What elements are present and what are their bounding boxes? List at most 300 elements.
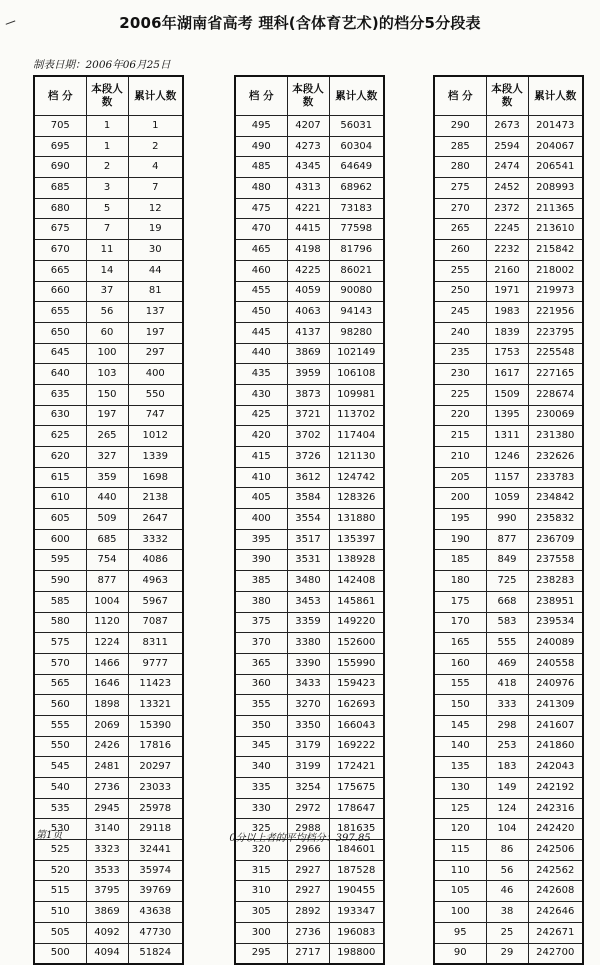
- table-row: [34, 405, 183, 426]
- table-row: [434, 798, 583, 819]
- count-cell: 3350: [287, 715, 329, 736]
- table-row: [235, 405, 384, 426]
- cumulative-cell: 242562: [528, 860, 583, 881]
- count-cell: 990: [486, 509, 528, 530]
- table-row: [434, 384, 583, 405]
- cumulative-cell: 32441: [128, 840, 183, 861]
- cumulative-cell: 5967: [128, 591, 183, 612]
- cumulative-cell: 198800: [329, 943, 384, 964]
- score-cell: 355: [235, 695, 287, 716]
- table-row: [34, 778, 183, 799]
- score-cell: 245: [434, 302, 486, 323]
- cumulative-cell: 30: [128, 240, 183, 261]
- count-cell: 440: [86, 488, 128, 509]
- count-cell: 469: [486, 653, 528, 674]
- score-cell: 495: [235, 116, 287, 137]
- cumulative-cell: 184601: [329, 840, 384, 861]
- table-row: [34, 467, 183, 488]
- count-cell: 56: [486, 860, 528, 881]
- table-row: [34, 384, 183, 405]
- table-row: [34, 447, 183, 468]
- table-row: [34, 633, 183, 654]
- count-cell: 3433: [287, 674, 329, 695]
- cumulative-cell: 8311: [128, 633, 183, 654]
- table-row: [235, 426, 384, 447]
- table-row: [235, 157, 384, 178]
- score-cell: 635: [34, 384, 86, 405]
- table-row: [34, 881, 183, 902]
- table-row: [235, 674, 384, 695]
- cumulative-cell: 242608: [528, 881, 583, 902]
- score-cell: 115: [434, 840, 486, 861]
- table-row: [235, 695, 384, 716]
- table-row: [235, 488, 384, 509]
- score-cell: 550: [34, 736, 86, 757]
- cumulative-cell: 233783: [528, 467, 583, 488]
- score-cell: 135: [434, 757, 486, 778]
- score-cell: 405: [235, 488, 287, 509]
- score-cell: 420: [235, 426, 287, 447]
- cumulative-cell: 12: [128, 198, 183, 219]
- count-cell: 4221: [287, 198, 329, 219]
- cumulative-cell: 94143: [329, 302, 384, 323]
- count-cell: 1971: [486, 281, 528, 302]
- score-cell: 545: [34, 757, 86, 778]
- score-cell: 215: [434, 426, 486, 447]
- table-row: [434, 157, 583, 178]
- score-cell: 160: [434, 653, 486, 674]
- cumulative-cell: 242192: [528, 778, 583, 799]
- score-cell: 220: [434, 405, 486, 426]
- count-cell: 38: [486, 902, 528, 923]
- count-cell: 2474: [486, 157, 528, 178]
- cumulative-cell: 242043: [528, 757, 583, 778]
- cumulative-cell: 1012: [128, 426, 183, 447]
- count-cell: 3140: [86, 819, 128, 840]
- count-cell: 333: [486, 695, 528, 716]
- count-cell: 2245: [486, 219, 528, 240]
- score-cell: 525: [34, 840, 86, 861]
- table-row: [434, 467, 583, 488]
- table-row: [434, 633, 583, 654]
- table-row: [34, 426, 183, 447]
- score-cell: 310: [235, 881, 287, 902]
- table-row: [434, 426, 583, 447]
- table-row: [34, 529, 183, 550]
- cumulative-cell: 81796: [329, 240, 384, 261]
- score-cell: 600: [34, 529, 86, 550]
- table-row: [434, 529, 583, 550]
- table-row: [34, 715, 183, 736]
- count-cell: 2: [86, 157, 128, 178]
- score-cell: 580: [34, 612, 86, 633]
- table-row: [434, 302, 583, 323]
- cumulative-cell: 142408: [329, 571, 384, 592]
- table-row: [434, 571, 583, 592]
- count-cell: 2717: [287, 943, 329, 964]
- table-row: [434, 136, 583, 157]
- score-cell: 605: [34, 509, 86, 530]
- score-cell: 510: [34, 902, 86, 923]
- score-cell: 280: [434, 157, 486, 178]
- score-cell: 240: [434, 322, 486, 343]
- table-row: [235, 902, 384, 923]
- cumulative-cell: 2647: [128, 509, 183, 530]
- count-cell: 2594: [486, 136, 528, 157]
- score-cell: 140: [434, 736, 486, 757]
- cumulative-cell: 135397: [329, 529, 384, 550]
- score-cell: 535: [34, 798, 86, 819]
- table-row: [434, 591, 583, 612]
- table-row: [235, 922, 384, 943]
- table-row: [235, 715, 384, 736]
- table-row: [434, 902, 583, 923]
- cumulative-cell: 297: [128, 343, 183, 364]
- table-row: [235, 322, 384, 343]
- count-cell: 25: [486, 922, 528, 943]
- score-cell: 125: [434, 798, 486, 819]
- count-cell: 418: [486, 674, 528, 695]
- cumulative-cell: 44: [128, 260, 183, 281]
- table-row: [434, 674, 583, 695]
- table-row: [235, 198, 384, 219]
- score-cell: 705: [34, 116, 86, 137]
- count-cell: 1120: [86, 612, 128, 633]
- score-cell: 505: [34, 922, 86, 943]
- count-cell: 3453: [287, 591, 329, 612]
- score-cell: 445: [235, 322, 287, 343]
- score-cell: 335: [235, 778, 287, 799]
- score-cell: 365: [235, 653, 287, 674]
- score-cell: 435: [235, 364, 287, 385]
- score-cell: 555: [34, 715, 86, 736]
- count-cell: 149: [486, 778, 528, 799]
- score-cell: 385: [235, 571, 287, 592]
- count-cell: 3726: [287, 447, 329, 468]
- table-row: [235, 591, 384, 612]
- score-cell: 200: [434, 488, 486, 509]
- score-cell: 470: [235, 219, 287, 240]
- cumulative-cell: 190455: [329, 881, 384, 902]
- cumulative-cell: 242646: [528, 902, 583, 923]
- cumulative-cell: 1: [128, 116, 183, 137]
- count-cell: 2988: [287, 819, 329, 840]
- cumulative-cell: 204067: [528, 136, 583, 157]
- count-cell: 2945: [86, 798, 128, 819]
- table-row: [434, 860, 583, 881]
- score-cell: 575: [34, 633, 86, 654]
- cumulative-cell: 113702: [329, 405, 384, 426]
- table-row: [434, 447, 583, 468]
- score-cell: 590: [34, 571, 86, 592]
- count-cell: 2372: [486, 198, 528, 219]
- count-cell: 4225: [287, 260, 329, 281]
- table-row: [434, 343, 583, 364]
- count-cell: 4273: [287, 136, 329, 157]
- score-cell: 120: [434, 819, 486, 840]
- cumulative-cell: 149220: [329, 612, 384, 633]
- score-cell: 400: [235, 509, 287, 530]
- count-cell: 3254: [287, 778, 329, 799]
- cumulative-cell: 106108: [329, 364, 384, 385]
- score-cell: 515: [34, 881, 86, 902]
- table-row: [34, 922, 183, 943]
- table-row: [235, 116, 384, 137]
- score-cell: 165: [434, 633, 486, 654]
- count-cell: 3390: [287, 653, 329, 674]
- score-cell: 450: [235, 302, 287, 323]
- cumulative-cell: 162693: [329, 695, 384, 716]
- score-cell: 560: [34, 695, 86, 716]
- cumulative-cell: 238951: [528, 591, 583, 612]
- count-cell: 4094: [86, 943, 128, 964]
- table-row: [235, 860, 384, 881]
- score-cell: 190: [434, 529, 486, 550]
- table-row: [434, 736, 583, 757]
- count-cell: 1646: [86, 674, 128, 695]
- cumulative-cell: 2138: [128, 488, 183, 509]
- cumulative-cell: 241309: [528, 695, 583, 716]
- cumulative-cell: 1698: [128, 467, 183, 488]
- count-cell: 1898: [86, 695, 128, 716]
- score-cell: 695: [34, 136, 86, 157]
- count-cell: 754: [86, 550, 128, 571]
- cumulative-cell: 19: [128, 219, 183, 240]
- score-cell: 265: [434, 219, 486, 240]
- score-cell: 300: [235, 922, 287, 943]
- score-cell: 275: [434, 178, 486, 199]
- score-cell: 350: [235, 715, 287, 736]
- score-cell: 130: [434, 778, 486, 799]
- count-cell: 725: [486, 571, 528, 592]
- cumulative-cell: 145861: [329, 591, 384, 612]
- score-cell: 410: [235, 467, 287, 488]
- score-cell: 270: [434, 198, 486, 219]
- count-cell: 1395: [486, 405, 528, 426]
- cumulative-cell: 155990: [329, 653, 384, 674]
- cumulative-cell: 178647: [329, 798, 384, 819]
- cumulative-cell: 124742: [329, 467, 384, 488]
- average-score-note: 0分以上者的平均档分：397.85: [229, 833, 371, 844]
- score-cell: 530: [34, 819, 86, 840]
- cumulative-cell: 235832: [528, 509, 583, 530]
- score-cell: 650: [34, 322, 86, 343]
- count-cell: 4198: [287, 240, 329, 261]
- count-cell: 583: [486, 612, 528, 633]
- table-row: [434, 653, 583, 674]
- table-row: [34, 240, 183, 261]
- count-cell: 1059: [486, 488, 528, 509]
- score-cell: 230: [434, 364, 486, 385]
- table-row: [34, 364, 183, 385]
- cumulative-cell: 239534: [528, 612, 583, 633]
- cumulative-cell: 7: [128, 178, 183, 199]
- table-row: [235, 364, 384, 385]
- table-row: [34, 281, 183, 302]
- table-row: [34, 136, 183, 157]
- table-row: [434, 778, 583, 799]
- count-cell: 2426: [86, 736, 128, 757]
- count-cell: 100: [86, 343, 128, 364]
- score-cell: 260: [434, 240, 486, 261]
- count-cell: 2736: [287, 922, 329, 943]
- table-row: [434, 322, 583, 343]
- score-cell: 100: [434, 902, 486, 923]
- count-cell: 2481: [86, 757, 128, 778]
- cumulative-cell: 208993: [528, 178, 583, 199]
- header-cumulative: 累计人数: [128, 76, 183, 116]
- cumulative-cell: 29118: [128, 819, 183, 840]
- cumulative-cell: 211365: [528, 198, 583, 219]
- score-cell: 315: [235, 860, 287, 881]
- count-cell: 2069: [86, 715, 128, 736]
- table-row: [235, 653, 384, 674]
- score-cell: 500: [34, 943, 86, 964]
- table-row: [434, 405, 583, 426]
- table-row: [235, 178, 384, 199]
- count-cell: 298: [486, 715, 528, 736]
- page-title: 2006年湖南省高考 理科(含体育艺术)的档分5分段表: [119, 14, 481, 32]
- count-cell: 2232: [486, 240, 528, 261]
- count-cell: 1617: [486, 364, 528, 385]
- count-cell: 4207: [287, 116, 329, 137]
- cumulative-cell: 9777: [128, 653, 183, 674]
- cumulative-cell: 4086: [128, 550, 183, 571]
- score-cell: 655: [34, 302, 86, 323]
- count-cell: 4092: [86, 922, 128, 943]
- cumulative-cell: 98280: [329, 322, 384, 343]
- table-row: [235, 778, 384, 799]
- table-row: [34, 322, 183, 343]
- table-row: [235, 447, 384, 468]
- table-row: [34, 860, 183, 881]
- count-cell: 3702: [287, 426, 329, 447]
- table-row: [34, 674, 183, 695]
- count-cell: 104: [486, 819, 528, 840]
- table-row: [34, 653, 183, 674]
- score-cell: 640: [34, 364, 86, 385]
- count-cell: 1: [86, 136, 128, 157]
- cumulative-cell: 81: [128, 281, 183, 302]
- count-cell: 1466: [86, 653, 128, 674]
- count-cell: 3480: [287, 571, 329, 592]
- cumulative-cell: 242671: [528, 922, 583, 943]
- cumulative-cell: 230069: [528, 405, 583, 426]
- cumulative-cell: 86021: [329, 260, 384, 281]
- cumulative-cell: 121130: [329, 447, 384, 468]
- header-score: 档 分: [34, 76, 86, 116]
- count-cell: 4063: [287, 302, 329, 323]
- cumulative-cell: 2: [128, 136, 183, 157]
- count-cell: 3554: [287, 509, 329, 530]
- count-cell: 327: [86, 447, 128, 468]
- header-count: 本段人数: [86, 76, 128, 116]
- score-cell: 415: [235, 447, 287, 468]
- table-row: [34, 902, 183, 923]
- cumulative-cell: 39769: [128, 881, 183, 902]
- cumulative-cell: 215842: [528, 240, 583, 261]
- table-row: [34, 219, 183, 240]
- count-cell: 1224: [86, 633, 128, 654]
- cumulative-cell: 241607: [528, 715, 583, 736]
- count-cell: 5: [86, 198, 128, 219]
- count-cell: 668: [486, 591, 528, 612]
- score-cell: 595: [34, 550, 86, 571]
- score-cell: 675: [34, 219, 86, 240]
- score-cell: 345: [235, 736, 287, 757]
- table-row: [235, 571, 384, 592]
- count-cell: 2927: [287, 860, 329, 881]
- count-cell: 2160: [486, 260, 528, 281]
- score-cell: 685: [34, 178, 86, 199]
- cumulative-cell: 56031: [329, 116, 384, 137]
- score-cell: 250: [434, 281, 486, 302]
- table-row: [34, 116, 183, 137]
- table-row: [434, 281, 583, 302]
- count-cell: 3869: [287, 343, 329, 364]
- score-cell: 425: [235, 405, 287, 426]
- table-row: [34, 798, 183, 819]
- header-count: 本段人数: [486, 76, 528, 116]
- table-row: [434, 488, 583, 509]
- score-cell: 95: [434, 922, 486, 943]
- count-cell: 46: [486, 881, 528, 902]
- table-row: [235, 302, 384, 323]
- score-cell: 475: [235, 198, 287, 219]
- table-row: [34, 736, 183, 757]
- count-cell: 4059: [287, 281, 329, 302]
- table-row: [34, 343, 183, 364]
- count-cell: 3199: [287, 757, 329, 778]
- table-row: [235, 240, 384, 261]
- cumulative-cell: 60304: [329, 136, 384, 157]
- count-cell: 183: [486, 757, 528, 778]
- count-cell: 150: [86, 384, 128, 405]
- count-cell: 1157: [486, 467, 528, 488]
- cumulative-cell: 138928: [329, 550, 384, 571]
- cumulative-cell: 137: [128, 302, 183, 323]
- cumulative-cell: 242506: [528, 840, 583, 861]
- count-cell: 555: [486, 633, 528, 654]
- cumulative-cell: 13321: [128, 695, 183, 716]
- score-cell: 285: [434, 136, 486, 157]
- count-cell: 7: [86, 219, 128, 240]
- cumulative-cell: 231380: [528, 426, 583, 447]
- table-row: [235, 219, 384, 240]
- cumulative-cell: 169222: [329, 736, 384, 757]
- score-cell: 170: [434, 612, 486, 633]
- table-row: [235, 281, 384, 302]
- score-cell: 150: [434, 695, 486, 716]
- count-cell: 877: [86, 571, 128, 592]
- table-row: [235, 943, 384, 964]
- score-cell: 175: [434, 591, 486, 612]
- cumulative-cell: 747: [128, 405, 183, 426]
- cumulative-cell: 90080: [329, 281, 384, 302]
- count-cell: 509: [86, 509, 128, 530]
- count-cell: 849: [486, 550, 528, 571]
- score-cell: 430: [235, 384, 287, 405]
- score-cell: 360: [235, 674, 287, 695]
- cumulative-cell: 201473: [528, 116, 583, 137]
- count-cell: 29: [486, 943, 528, 964]
- count-cell: 2927: [287, 881, 329, 902]
- cumulative-cell: 17816: [128, 736, 183, 757]
- count-cell: 1839: [486, 322, 528, 343]
- cumulative-cell: 234842: [528, 488, 583, 509]
- cumulative-cell: 7087: [128, 612, 183, 633]
- table-row: [34, 488, 183, 509]
